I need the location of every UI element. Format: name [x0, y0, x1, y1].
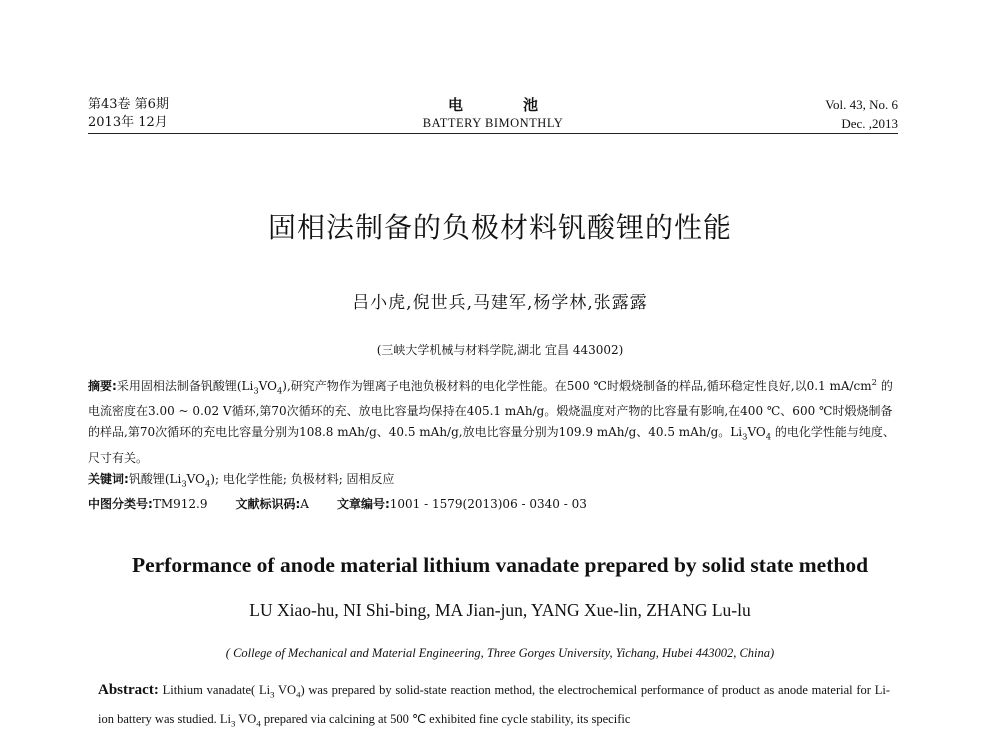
journal-name-en: BATTERY BIMONTHLY [422, 116, 564, 130]
abstract-cn-label: 摘要: [88, 379, 117, 393]
affiliation-en: ( College of Mechanical and Material Engineering, Three Gorges University, Yichang, Hubei 443002, China) [225, 646, 775, 660]
subscript: 3 [181, 478, 187, 489]
volume-cn: 第43卷 第6期 [88, 97, 169, 112]
authors-cn: 吕小虎,倪世兵,马建军,杨学林,张露露 [352, 293, 648, 313]
subscript: 4 [276, 385, 283, 396]
abstract-en [98, 678, 890, 735]
clc-label: 中图分类号: [88, 497, 153, 512]
journal-name-cn: 电池 [447, 96, 598, 114]
abstract-cn-text: 的电流密度在3.00 ~ 0.02 V循环,第70次循环的充、放电比容量均保持在405.1 mAh/g。煅烧温度对产物的比容量有影响,在400 ℃、600 ℃时煅烧制备的样品,第70次循环的充电比容量分别为108.8 mAh/g、40.5 mAh/g,放电比容量分别为109.9 mAh/g、40.5 mAh/g。Li [88, 379, 893, 440]
subscript: 4 [765, 431, 772, 442]
keyword-text: VO [186, 471, 205, 486]
abstract-cn-block [88, 372, 900, 515]
abstract-en-text: ) was prepared by solid-state reaction method, the electrochemical performance of product as anode material for Li-ion battery was studied. Li [98, 683, 890, 726]
doc-code-label: 文献标识码: [235, 497, 301, 512]
abstract-cn-text: VO [258, 379, 277, 393]
date-cn: 2013年 12月 [88, 115, 168, 130]
title-cn: 固相法制备的负极材料钒酸锂的性能 [267, 211, 732, 244]
keyword-text: ); 电化学性能; 负极材料; 固相反应 [210, 471, 395, 486]
running-header [88, 96, 898, 134]
subscript: 3 [270, 689, 275, 700]
abstract-cn-text: 采用固相法制备钒酸锂(Li [116, 379, 254, 393]
abstract-en-text: VO [235, 711, 257, 726]
subscript: 4 [296, 689, 301, 700]
subscript: 4 [256, 718, 261, 728]
subscript: 3 [230, 718, 236, 728]
keyword-text: 钒酸锂(Li [128, 471, 182, 486]
affiliation-cn: (三峡大学机械与材料学院,湖北 宜昌 443002) [376, 343, 624, 357]
header-center [88, 96, 898, 132]
subscript: 3 [253, 385, 259, 396]
date-en: Dec. ,2013 [841, 116, 898, 131]
abstract-en-text: VO [274, 683, 297, 697]
header-rule [88, 133, 898, 134]
abstract-en-label: Abstract: [98, 682, 159, 698]
doc-code-value: A [300, 497, 309, 512]
abstract-cn-text: VO [747, 425, 766, 440]
abstract-en-text: prepared via calcining at 500 ℃ exhibited fine cycle stability, its specific [260, 711, 631, 726]
keywords-label: 关键词: [88, 471, 129, 486]
article-no-label: 文章编号: [336, 497, 390, 512]
authors-en: LU Xiao-hu, NI Shi-bing, MA Jian-jun, YANG Xue-lin, ZHANG Lu-lu [249, 600, 751, 620]
abstract-cn-text: 的电化学性能与纯度、尺寸有关。 [88, 425, 895, 465]
volume-en: Vol. 43, No. 6 [825, 97, 898, 112]
subscript: 4 [204, 478, 211, 489]
abstract-en-text: Lithium vanadate( Li [158, 683, 271, 697]
abstract-cn [88, 372, 900, 469]
keywords-cn [88, 469, 900, 494]
header-right [825, 96, 898, 134]
abstract-cn-text: ),研究产物作为锂离子电池负极材料的电化学性能。在500 ℃时煅烧制备的样品,循环稳定性良好,以0.1 mA/cm [282, 379, 872, 393]
clc-value: TM912.9 [152, 497, 208, 512]
classification-line [88, 494, 900, 515]
superscript: 2 [871, 377, 877, 387]
subscript: 3 [742, 431, 748, 442]
title-en: Performance of anode material lithium vanadate prepared by solid state method [131, 553, 869, 577]
article-no-value: 1001 - 1579(2013)06 - 0340 - 03 [389, 497, 587, 512]
